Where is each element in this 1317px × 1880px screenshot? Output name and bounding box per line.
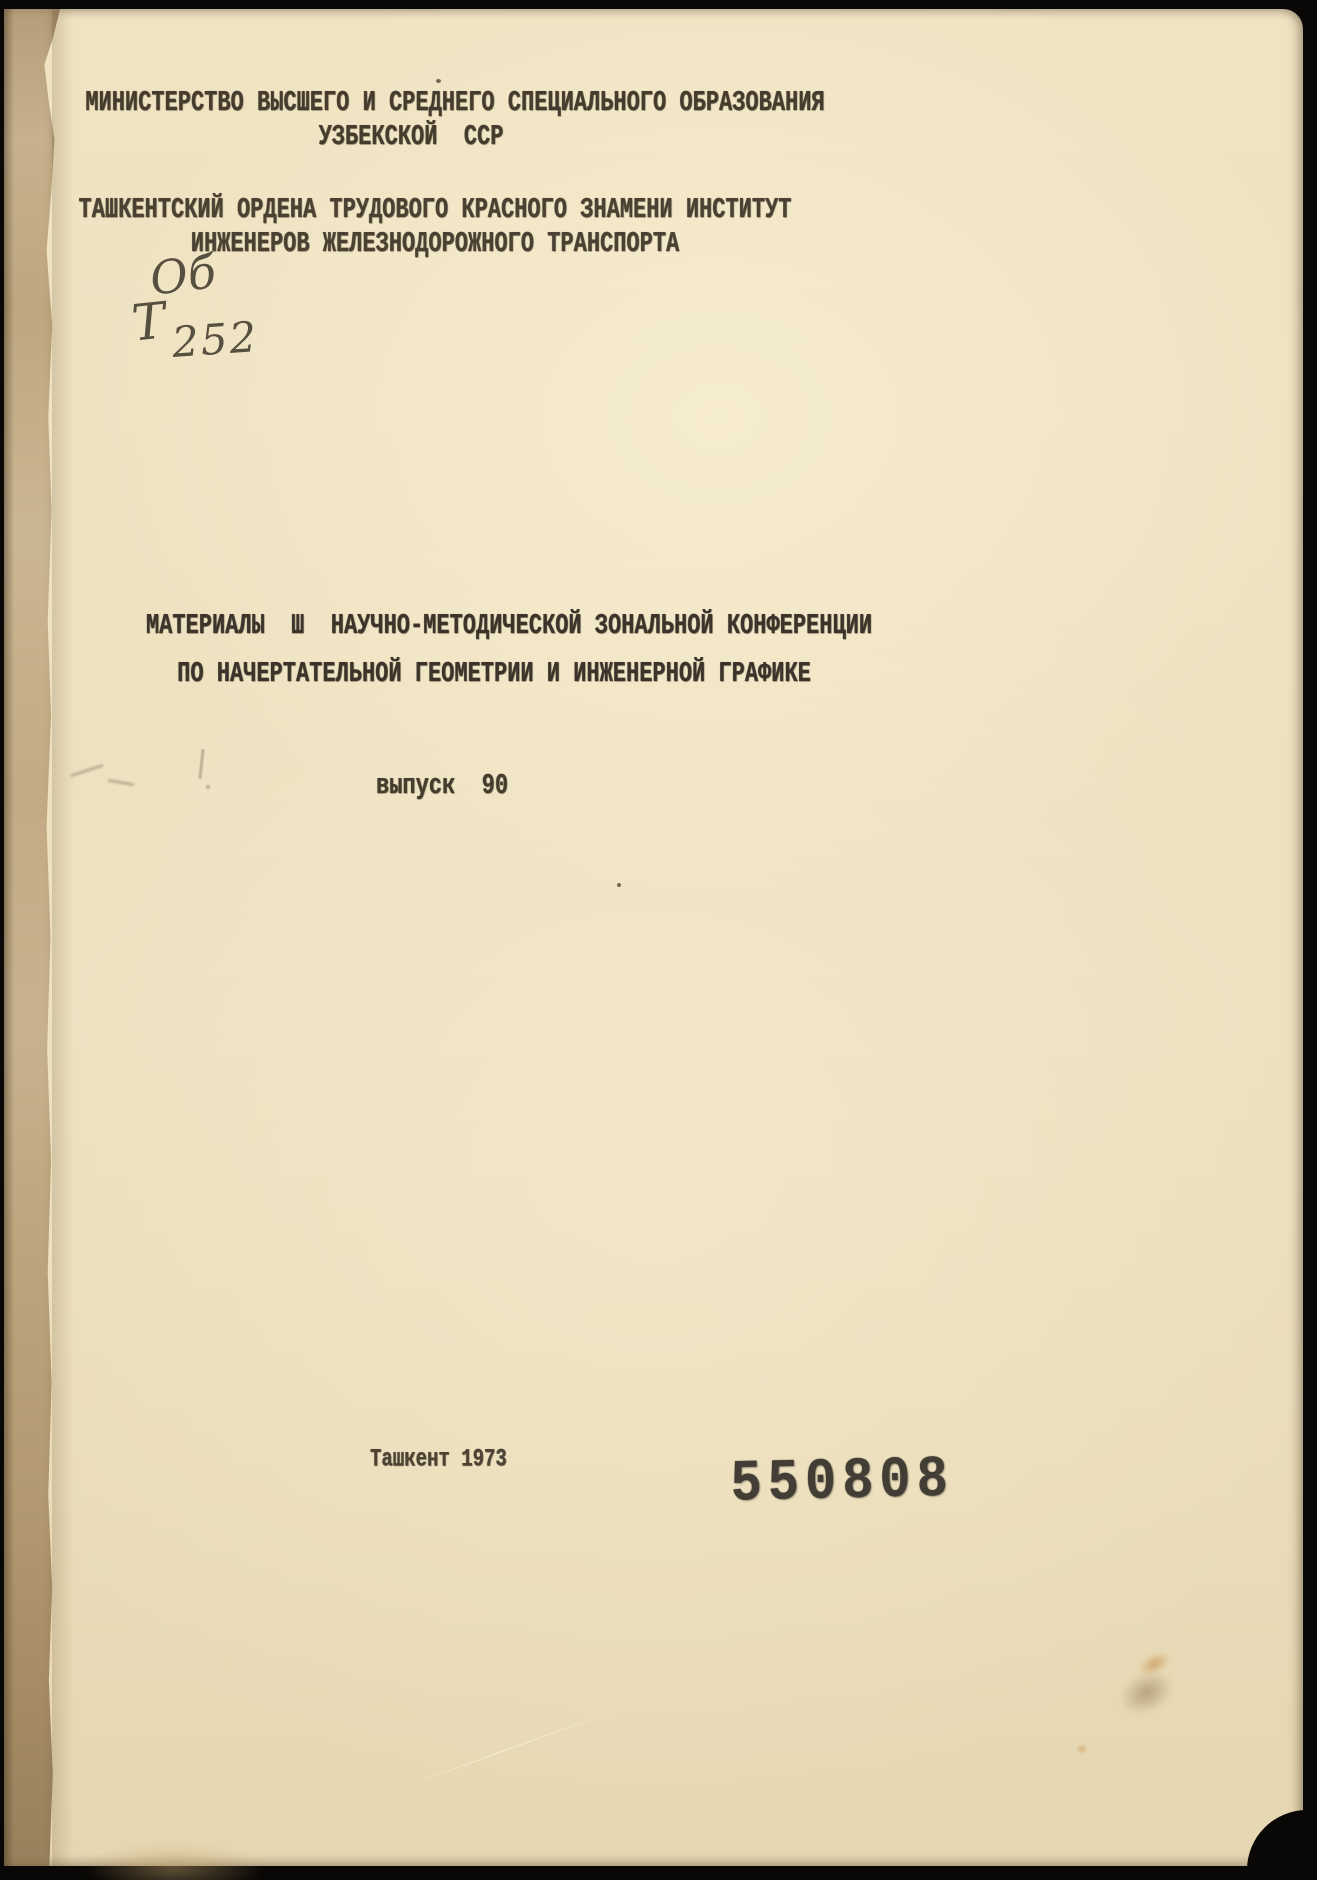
ministry-line1: МИНИСТЕРСТВО ВЫСШЕГО И СРЕДНЕГО СПЕЦИАЛЬНОГО ОБРАЗОВАНИЯ bbox=[85, 86, 825, 120]
imprint-city-year: Ташкент 1973 bbox=[370, 1444, 507, 1474]
conference-title-line2: ПО НАЧЕРТАТЕЛЬНОЙ ГЕОМЕТРИИ И ИНЖЕНЕРНОЙ ГРАФИКЕ bbox=[177, 657, 811, 691]
paper-scratch bbox=[392, 1706, 627, 1792]
pencil-mark bbox=[198, 749, 204, 779]
pencil-mark bbox=[70, 764, 103, 777]
stain-dot bbox=[1076, 1744, 1088, 1754]
pencil-mark bbox=[206, 785, 210, 789]
binding-shadow bbox=[52, 9, 74, 1866]
ink-speck bbox=[617, 883, 621, 887]
ministry-line2: УЗБЕКСКОЙ ССР bbox=[318, 120, 504, 154]
issue-number-line: выпуск 90 bbox=[376, 769, 509, 803]
paper-page bbox=[4, 9, 1303, 1866]
shelf-mark-number: 252 bbox=[170, 312, 260, 367]
scanner-corner-shadow bbox=[1247, 1810, 1317, 1880]
ink-speck bbox=[436, 79, 441, 83]
shelf-mark-top: Об bbox=[146, 244, 219, 306]
institute-line1: ТАШКЕНТСКИЙ ОРДЕНА ТРУДОВОГО КРАСНОГО ЗНАМЕНИ ИНСТИТУТ bbox=[78, 193, 792, 227]
conference-title-line1: МАТЕРИАЛЫ Ш НАУЧНО-МЕТОДИЧЕСКОЙ ЗОНАЛЬНОЙ КОНФЕРЕНЦИИ bbox=[145, 609, 873, 643]
institute-line2: ИНЖЕНЕРОВ ЖЕЛЕЗНОДОРОЖНОГО ТРАНСПОРТА bbox=[190, 227, 680, 261]
stain-bottom-left bbox=[66, 1835, 306, 1880]
shelf-mark-letter: Т bbox=[129, 291, 169, 353]
pencil-mark bbox=[108, 779, 134, 786]
stain-bottom-right bbox=[1095, 1640, 1204, 1737]
library-accession-stamp: 550808 bbox=[729, 1446, 955, 1518]
